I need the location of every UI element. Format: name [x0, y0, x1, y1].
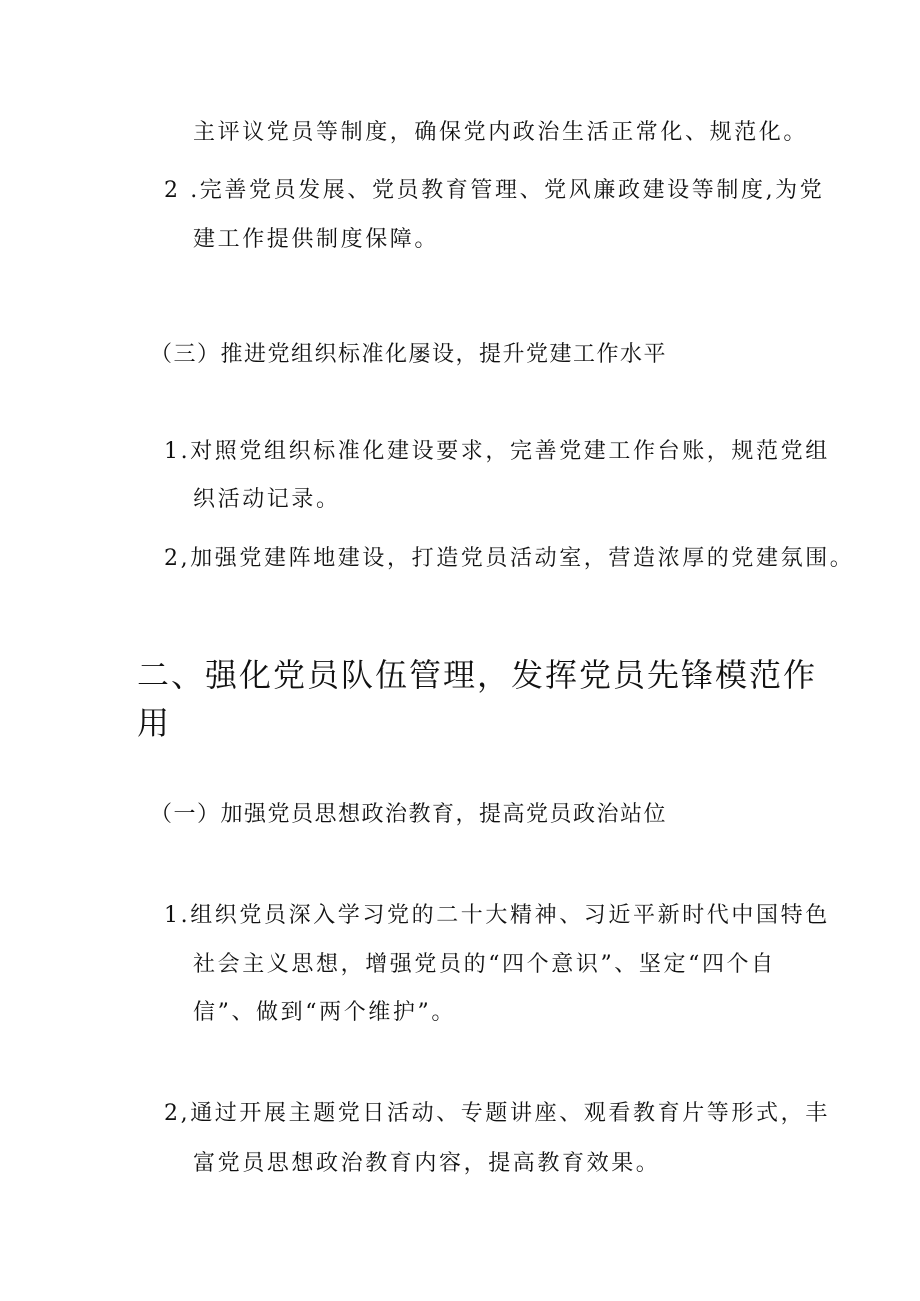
list-item-line: 2,加强党建阵地建设，打造党员活动室，营造浓厚的党建氛围。	[164, 546, 855, 571]
list-item-line: 2,通过开展主题党日活动、专题讲座、观看教育片等形式，丰	[164, 1101, 830, 1126]
section-subheading: （一）加强党员思想政治教育，提高党员政治站位	[150, 802, 668, 827]
paragraph-line: 织活动记录。	[193, 487, 341, 512]
section-heading-continuation: 用	[137, 704, 172, 742]
paragraph-line: 信”、做到“两个维护”。	[193, 1000, 456, 1025]
list-item-line: 1.组织党员深入学习党的二十大精神、习近平新时代中国特色	[164, 903, 830, 928]
paragraph-line: 社会主义思想，增强党员的“四个意识”、坚定“四个自	[193, 952, 776, 977]
paragraph-line: 富党员思想政治教育内容，提高教育效果。	[193, 1151, 661, 1176]
list-item-line: 1.对照党组织标准化建设要求，完善党建工作台账，规范党组	[164, 439, 830, 464]
section-subheading: （三）推进党组织标准化屡设，提升党建工作水平	[150, 342, 668, 367]
list-item-line: 2 .完善党员发展、党员教育管理、党风廉政建设等制度,为党	[164, 178, 825, 203]
paragraph-line: 建工作提供制度保障。	[193, 227, 440, 252]
section-heading: 二、强化党员队伍管理，发挥党员先锋模范作	[137, 656, 818, 694]
paragraph-line: 主评议党员等制度，确保党内政治生活正常化、规范化。	[193, 120, 809, 145]
